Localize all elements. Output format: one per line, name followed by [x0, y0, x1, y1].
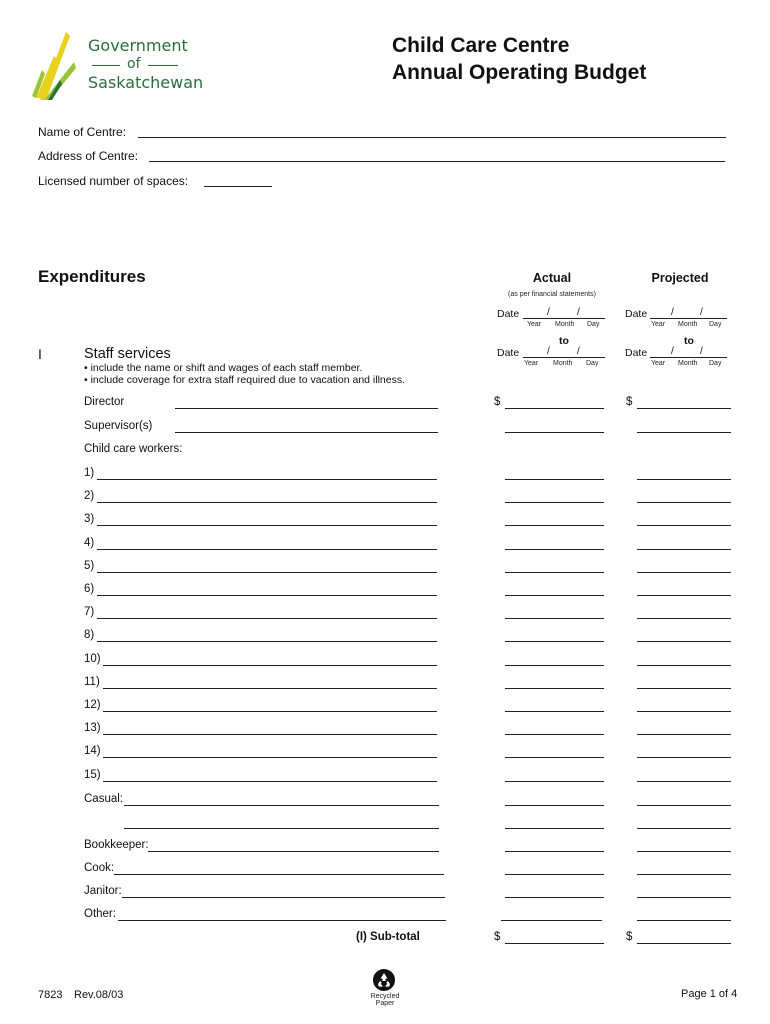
worker-projected-field[interactable] [637, 771, 731, 782]
licensed-spaces-label: Licensed number of spaces: [38, 174, 189, 188]
worker-name-field[interactable] [103, 747, 437, 758]
worker-actual-field[interactable] [505, 631, 604, 642]
worker-row-label: 6) [84, 583, 95, 595]
worker-projected-field[interactable] [637, 678, 731, 689]
section-numeral: I [38, 346, 42, 362]
actual-column-note: (as per financial statements) [508, 291, 596, 298]
projected-column-heading: Projected [651, 271, 709, 285]
casual-actual-field[interactable] [505, 795, 604, 806]
projected-to-label: to [684, 335, 694, 347]
actual-to-label: to [559, 335, 569, 347]
worker-actual-field[interactable] [505, 701, 604, 712]
worker-row-label: 5) [84, 560, 95, 572]
worker-projected-field[interactable] [637, 469, 731, 480]
worker-name-field[interactable] [103, 724, 437, 735]
projected-to-day: Day [709, 360, 722, 367]
expenditures-heading: Expenditures [38, 267, 146, 286]
actual-date-from-label: Date [497, 308, 520, 320]
page-title [392, 32, 646, 86]
actual-to-day: Day [586, 360, 599, 367]
cook-projected-field[interactable] [637, 864, 731, 875]
worker-actual-field[interactable] [505, 492, 604, 503]
janitor-projected-field[interactable] [637, 887, 731, 898]
actual-date-to-field[interactable]: / / [523, 348, 605, 358]
projected-to-year: Year [651, 360, 666, 367]
address-of-centre-field[interactable] [149, 150, 725, 162]
logo-of: of [127, 56, 141, 72]
worker-actual-field[interactable] [505, 469, 604, 480]
worker-projected-field[interactable] [637, 631, 731, 642]
worker-row-label: 1) [84, 467, 95, 479]
actual-from-year: Year [527, 321, 542, 328]
worker-row-label: 7) [84, 606, 95, 618]
worker-name-field[interactable] [97, 608, 437, 619]
bookkeeper-projected-field[interactable] [637, 841, 731, 852]
cook-actual-field[interactable] [505, 864, 604, 875]
actual-to-year: Year [524, 360, 539, 367]
worker-name-field[interactable] [103, 678, 437, 689]
other-name-field[interactable] [118, 910, 446, 921]
worker-name-field[interactable] [103, 655, 437, 666]
casual-name-field[interactable] [124, 795, 439, 806]
subtotal-projected-dollar: $ [626, 931, 633, 943]
logo-of-line-right [148, 65, 178, 66]
worker-actual-field[interactable] [505, 539, 604, 550]
logo-saskatchewan: Saskatchewan [88, 73, 204, 92]
worker-name-field[interactable] [97, 539, 437, 550]
projected-date-to-field[interactable]: / / [650, 348, 727, 358]
worker-actual-field[interactable] [505, 608, 604, 619]
projected-from-year: Year [651, 321, 666, 328]
director-projected-field[interactable] [637, 398, 731, 409]
worker-name-field[interactable] [97, 562, 437, 573]
licensed-spaces-field[interactable] [204, 175, 272, 187]
cook-name-field[interactable] [114, 864, 444, 875]
worker-projected-field[interactable] [637, 608, 731, 619]
projected-from-day: Day [709, 321, 722, 328]
actual-from-day: Day [587, 321, 600, 328]
casual-projected-field[interactable] [637, 795, 731, 806]
revision: Rev.08/03 [74, 989, 124, 1001]
worker-name-field[interactable] [97, 515, 437, 526]
worker-projected-field[interactable] [637, 701, 731, 712]
subtotal-label: (I) Sub-total [356, 931, 420, 943]
section-title: Staff services [84, 346, 171, 362]
worker-row-label: 2) [84, 490, 95, 502]
worker-row-label: 4) [84, 537, 95, 549]
page-number: Page 1 of 4 [681, 988, 738, 1000]
director-name-field[interactable] [175, 398, 438, 409]
casual-actual-field-2[interactable] [505, 818, 604, 829]
worker-projected-field[interactable] [637, 539, 731, 550]
worker-actual-field[interactable] [505, 585, 604, 596]
worker-name-field[interactable] [97, 469, 437, 480]
supervisors-label: Supervisor(s) [84, 420, 153, 432]
name-of-centre-label: Name of Centre: [38, 125, 127, 139]
section-bullet-2: • include coverage for extra staff required due to vacation and illness. [84, 374, 406, 386]
director-actual-field[interactable] [505, 398, 604, 409]
worker-actual-field[interactable] [505, 562, 604, 573]
title-line-1: Child Care Centre [392, 34, 570, 57]
worker-actual-field[interactable] [505, 655, 604, 666]
projected-date-from-label: Date [625, 308, 648, 320]
director-label: Director [84, 396, 125, 408]
worker-name-field[interactable] [103, 701, 437, 712]
actual-from-month: Month [555, 321, 575, 328]
worker-projected-field[interactable] [637, 655, 731, 666]
bookkeeper-name-field[interactable] [148, 841, 439, 852]
worker-projected-field[interactable] [637, 585, 731, 596]
form-number: 7823 [38, 989, 63, 1001]
subtotal-actual-field[interactable] [505, 933, 604, 944]
bookkeeper-actual-field[interactable] [505, 841, 604, 852]
projected-date-to-label: Date [625, 347, 648, 359]
worker-row-label: 10) [84, 653, 101, 665]
worker-row-label: 15) [84, 769, 101, 781]
worker-row-label: 3) [84, 513, 95, 525]
worker-row-label: 13) [84, 722, 101, 734]
worker-projected-field[interactable] [637, 747, 731, 758]
other-actual-field[interactable] [501, 910, 602, 921]
director-projected-dollar: $ [626, 396, 633, 408]
worker-actual-field[interactable] [505, 724, 604, 735]
projected-date-from-field[interactable]: / / [650, 309, 727, 319]
actual-to-month: Month [553, 360, 573, 367]
child-care-workers-label: Child care workers: [84, 443, 183, 455]
worker-name-field[interactable] [97, 631, 437, 642]
worker-actual-field[interactable] [505, 678, 604, 689]
janitor-name-field[interactable] [122, 887, 445, 898]
worker-row-label: 8) [84, 629, 95, 641]
worker-actual-field[interactable] [505, 515, 604, 526]
director-actual-dollar: $ [494, 396, 501, 408]
worker-actual-field[interactable] [505, 771, 604, 782]
casual-label: Casual: [84, 793, 123, 805]
projected-from-month: Month [678, 321, 698, 328]
title-line-2: Annual Operating Budget [392, 61, 647, 84]
logo-of-line-left [92, 65, 120, 66]
projected-to-month: Month [678, 360, 698, 367]
worker-row-label: 14) [84, 745, 101, 757]
worker-row-label: 11) [84, 676, 100, 688]
worker-projected-field[interactable] [637, 724, 731, 735]
bookkeeper-label: Bookkeeper: [84, 839, 149, 851]
actual-date-to-label: Date [497, 347, 520, 359]
supervisors-projected-field[interactable] [637, 422, 731, 433]
supervisors-name-field[interactable] [175, 422, 438, 433]
recycle-icon [372, 968, 396, 992]
actual-column-heading: Actual [532, 271, 572, 285]
address-of-centre-label: Address of Centre: [38, 149, 139, 163]
government-logo [30, 26, 204, 102]
other-projected-field[interactable] [637, 910, 731, 921]
subtotal-projected-field[interactable] [637, 933, 731, 944]
casual-projected-field-2[interactable] [637, 818, 731, 829]
actual-date-from-field[interactable]: / / [523, 309, 605, 319]
worker-projected-field[interactable] [637, 492, 731, 503]
casual-name-field-2[interactable] [124, 818, 439, 829]
janitor-label: Janitor: [84, 885, 122, 897]
logo-government: Government [88, 36, 188, 55]
worker-projected-field[interactable] [637, 562, 731, 573]
name-of-centre-field[interactable] [138, 126, 726, 138]
worker-name-field[interactable] [97, 492, 437, 503]
worker-name-field[interactable] [103, 771, 437, 782]
subtotal-actual-dollar: $ [494, 931, 501, 943]
wheat-logo-icon [30, 26, 80, 102]
worker-projected-field[interactable] [637, 515, 731, 526]
other-label: Other: [84, 908, 116, 920]
worker-actual-field[interactable] [505, 747, 604, 758]
supervisors-actual-field[interactable] [505, 422, 604, 433]
section-bullet-1: • include the name or shift and wages of each staff member. [84, 362, 363, 374]
recycled-paper-label: Recycled Paper [370, 993, 400, 1007]
worker-name-field[interactable] [97, 585, 437, 596]
worker-row-label: 12) [84, 699, 101, 711]
janitor-actual-field[interactable] [505, 887, 604, 898]
cook-label: Cook: [84, 862, 115, 874]
